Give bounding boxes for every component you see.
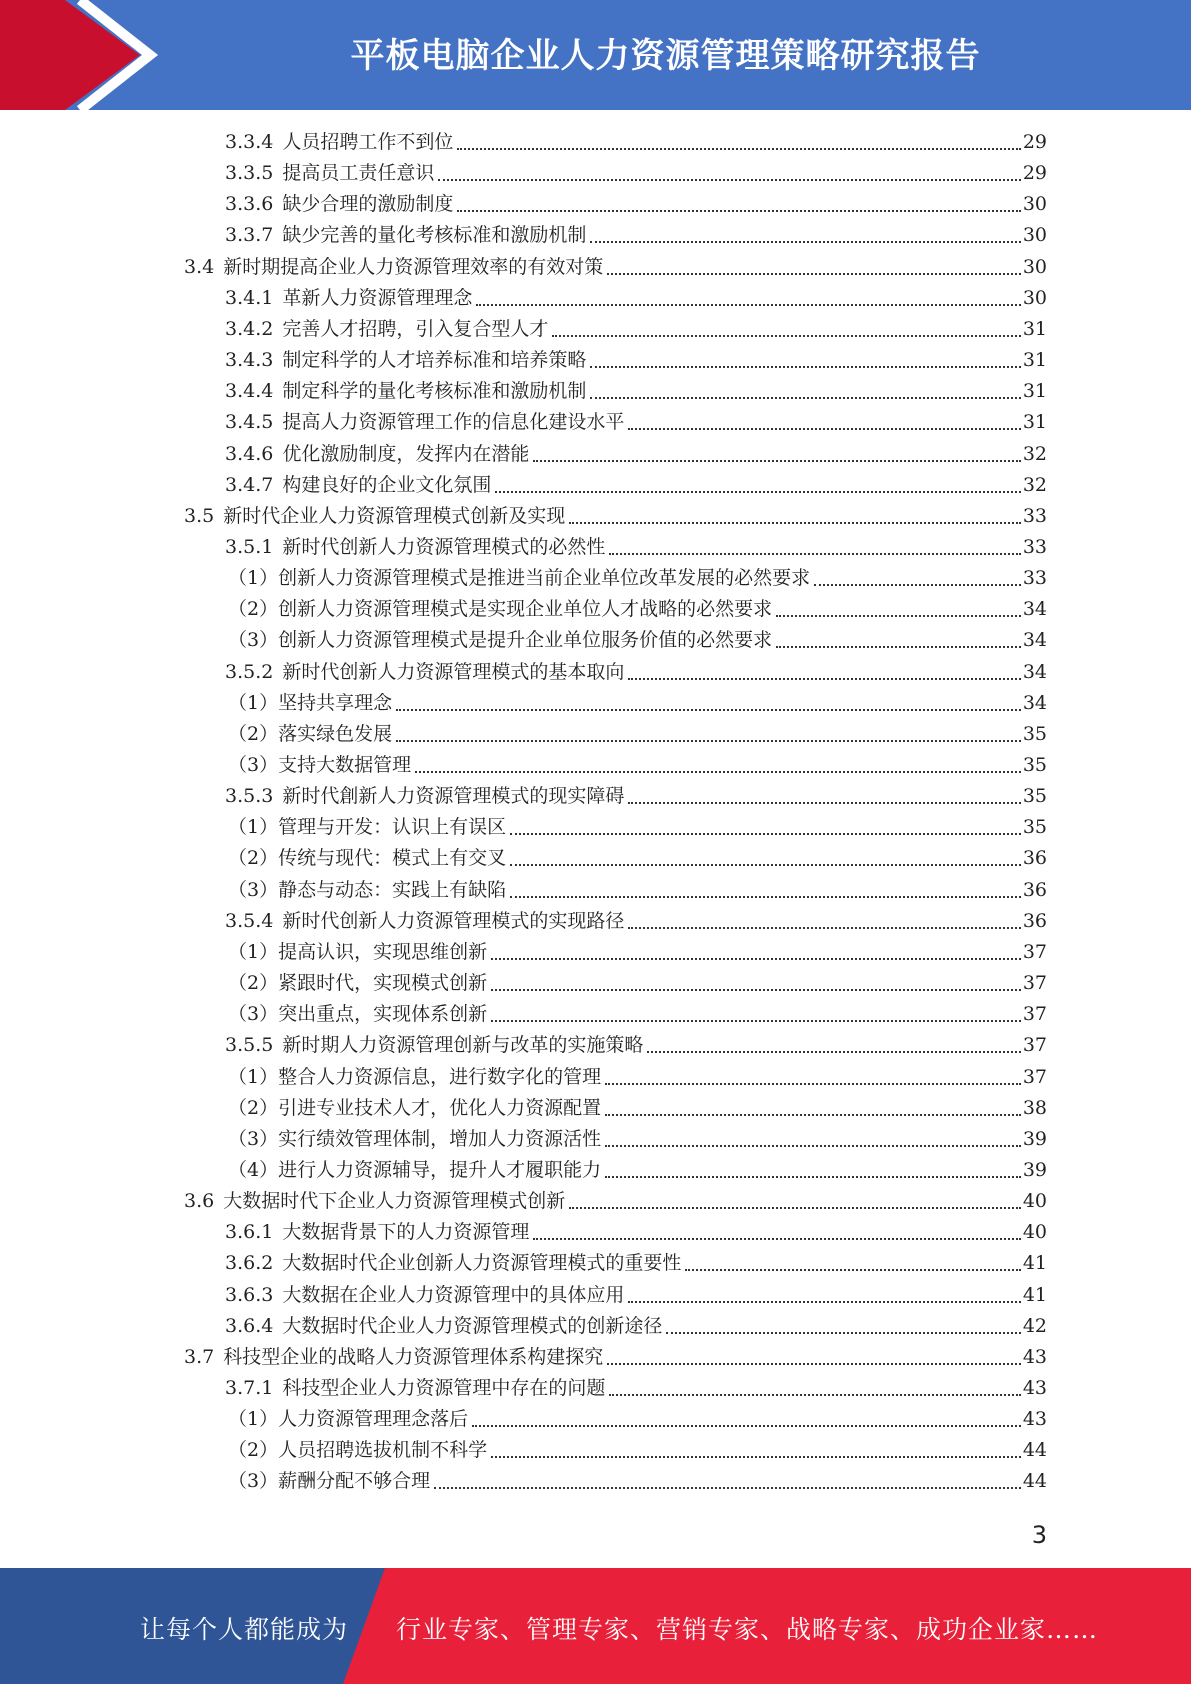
toc-entry-page: 37	[1022, 972, 1047, 994]
toc-dot-leader	[776, 646, 1021, 648]
toc-entry-title: 新时代创新人力资源管理模式的基本取向	[282, 661, 625, 683]
toc-entry[interactable]	[225, 1217, 1047, 1248]
toc-entry-title: （2）传统与现代：模式上有交叉	[228, 847, 507, 869]
toc-dot-leader	[415, 771, 1021, 773]
toc-entry-page: 31	[1022, 318, 1047, 340]
toc-dot-leader	[814, 584, 1021, 586]
toc-entry-title: 制定科学的量化考核标准和激励机制	[282, 380, 587, 402]
toc-dot-leader	[495, 491, 1020, 493]
toc-entry-number: 3.3.4	[225, 131, 274, 153]
toc-entry[interactable]	[225, 1373, 1047, 1404]
toc-dot-leader	[533, 1238, 1020, 1240]
toc-entry-title: 新时代創新人力资源管理模式的现实障碍	[282, 785, 625, 807]
footer-slogan-left: 让每个人都能成为	[140, 1615, 349, 1644]
toc-entry-number: 3.4.7	[225, 474, 274, 496]
toc-entry-number: 3.6.3	[225, 1284, 274, 1306]
toc-entry[interactable]	[225, 1248, 1047, 1279]
toc-entry-page: 32	[1022, 474, 1047, 496]
toc-entry-number: 3.4.2	[225, 318, 274, 340]
toc-entry[interactable]	[228, 968, 1047, 999]
toc-dot-leader	[510, 896, 1021, 898]
toc-entry-page: 37	[1022, 1003, 1047, 1025]
toc-entry-title: （3）实行绩效管理体制，增加人力资源活性	[228, 1128, 602, 1150]
toc-entry-page: 33	[1022, 505, 1047, 527]
toc-entry[interactable]	[225, 345, 1047, 376]
toc-entry-title: 优化激励制度，发挥内在潜能	[282, 443, 530, 465]
toc-dot-leader	[685, 1269, 1020, 1271]
toc-entry-title: 大数据时代企业人力资源管理模式的创新途径	[282, 1315, 663, 1337]
toc-entry-title: （2）引进专业技术人才，优化人力资源配置	[228, 1097, 602, 1119]
toc-entry-page: 35	[1022, 816, 1047, 838]
toc-entry-title: 缺少合理的激励制度	[282, 193, 454, 215]
toc-entry-title: （2）人员招聘选拔机制不科学	[228, 1439, 488, 1461]
toc-entry[interactable]	[184, 501, 1047, 532]
toc-entry-number: 3.6.1	[225, 1221, 274, 1243]
toc-entry-page: 44	[1022, 1470, 1047, 1492]
toc-entry-page: 30	[1022, 287, 1047, 309]
toc-entry[interactable]	[228, 688, 1047, 719]
toc-entry-number: 3.5.4	[225, 910, 274, 932]
toc-entry-page: 41	[1022, 1284, 1047, 1306]
toc-entry[interactable]	[228, 750, 1047, 781]
toc-entry[interactable]	[225, 532, 1047, 563]
toc-entry-page: 36	[1022, 879, 1047, 901]
toc-entry-number: 3.5	[184, 505, 215, 527]
toc-entry-title: 完善人才招聘，引入复合型人才	[282, 318, 549, 340]
toc-dot-leader	[666, 1332, 1020, 1334]
toc-entry[interactable]	[225, 470, 1047, 501]
toc-entry-title: （4）进行人力资源辅导，提升人才履职能力	[228, 1159, 602, 1181]
toc-dot-leader	[552, 335, 1020, 337]
toc-entry-page: 41	[1022, 1252, 1047, 1274]
toc-entry[interactable]	[228, 1155, 1047, 1186]
toc-entry-page: 30	[1022, 224, 1047, 246]
toc-dot-leader	[590, 241, 1020, 243]
document-title: 平板电脑企业人力资源管理策略研究报告	[350, 36, 981, 76]
toc-entry-title: 革新人力资源管理理念	[282, 287, 473, 309]
toc-dot-leader	[472, 1425, 1021, 1427]
toc-dot-leader	[434, 1487, 1021, 1489]
toc-entry-page: 39	[1022, 1128, 1047, 1150]
toc-entry-title: 提高人力资源管理工作的信息化建设水平	[282, 411, 625, 433]
toc-entry-number: 3.3.6	[225, 193, 274, 215]
toc-entry-number: 3.5.5	[225, 1034, 274, 1056]
toc-entry-page: 35	[1022, 785, 1047, 807]
toc-dot-leader	[607, 273, 1021, 275]
toc-entry-number: 3.4.3	[225, 349, 274, 371]
toc-entry-title: （1）人力资源管理理念落后	[228, 1408, 469, 1430]
toc-entry-page: 31	[1022, 349, 1047, 371]
toc-entry-title: 新时代企业人力资源管理模式创新及实现	[223, 505, 566, 527]
toc-entry-title: （1）管理与开发：认识上有误区	[228, 816, 507, 838]
toc-entry-title: （3）静态与动态：实践上有缺陷	[228, 879, 507, 901]
toc-entry-title: （2）创新人力资源管理模式是实现企业单位人才战略的必然要求	[228, 598, 773, 620]
toc-entry[interactable]	[225, 781, 1047, 812]
header-banner	[0, 0, 1191, 110]
toc-entry-number: 3.6	[184, 1190, 215, 1212]
toc-entry[interactable]	[228, 937, 1047, 968]
toc-dot-leader	[590, 366, 1020, 368]
toc-dot-leader	[628, 678, 1020, 680]
toc-entry[interactable]	[228, 875, 1047, 906]
toc-entry[interactable]	[228, 719, 1047, 750]
toc-entry-page: 39	[1022, 1159, 1047, 1181]
toc-dot-leader	[607, 1363, 1021, 1365]
toc-entry-number: 3.4.4	[225, 380, 274, 402]
toc-entry[interactable]	[228, 563, 1047, 594]
page-number: 3	[1031, 1521, 1047, 1549]
toc-entry-title: 制定科学的人才培养标准和培养策略	[282, 349, 587, 371]
toc-entry[interactable]	[225, 439, 1047, 470]
toc-dot-leader	[510, 864, 1021, 866]
toc-entry[interactable]	[228, 1466, 1047, 1497]
toc-dot-leader	[491, 958, 1021, 960]
toc-entry[interactable]	[228, 1435, 1047, 1466]
toc-entry-page: 36	[1022, 910, 1047, 932]
toc-entry[interactable]	[228, 1062, 1047, 1093]
toc-entry-title: （3）突出重点，实现体系创新	[228, 1003, 488, 1025]
toc-entry-title: 构建良好的企业文化氛围	[282, 474, 492, 496]
toc-entry-title: （3）支持大数据管理	[228, 754, 412, 776]
toc-entry[interactable]	[225, 314, 1047, 345]
toc-entry-page: 31	[1022, 411, 1047, 433]
toc-entry-page: 36	[1022, 847, 1047, 869]
toc-entry[interactable]	[228, 1124, 1047, 1155]
toc-entry-page: 37	[1022, 1034, 1047, 1056]
toc-entry-title: （2）落实绿色发展	[228, 723, 393, 745]
toc-entry[interactable]	[184, 1342, 1047, 1373]
toc-entry-title: 大数据时代下企业人力资源管理模式创新	[223, 1190, 566, 1212]
toc-entry[interactable]	[184, 252, 1047, 283]
toc-dot-leader	[628, 927, 1020, 929]
toc-entry[interactable]	[228, 1093, 1047, 1124]
toc-entry-title: 大数据时代企业创新人力资源管理模式的重要性	[282, 1252, 682, 1274]
toc-entry-page: 42	[1022, 1315, 1047, 1337]
toc-entry-number: 3.5.3	[225, 785, 274, 807]
toc-entry-page: 29	[1022, 162, 1047, 184]
toc-entry-page: 33	[1022, 536, 1047, 558]
toc-entry-number: 3.4.5	[225, 411, 274, 433]
toc-dot-leader	[476, 304, 1020, 306]
toc-entry[interactable]	[225, 407, 1047, 438]
toc-entry-page: 34	[1022, 598, 1047, 620]
toc-entry-title: 提高员工责任意识	[282, 162, 435, 184]
toc-entry-page: 32	[1022, 443, 1047, 465]
toc-dot-leader	[569, 1207, 1021, 1209]
toc-entry-title: 新时代创新人力资源管理模式的必然性	[282, 536, 606, 558]
toc-entry[interactable]	[225, 189, 1047, 220]
toc-entry-title: （1）创新人力资源管理模式是推进当前企业单位改革发展的必然要求	[228, 567, 811, 589]
toc-dot-leader	[609, 1394, 1020, 1396]
toc-dot-leader	[605, 1114, 1021, 1116]
toc-entry-page: 30	[1022, 193, 1047, 215]
toc-entry-number: 3.4.1	[225, 287, 274, 309]
footer-slogan-right: 行业专家、管理专家、营销专家、战略专家、成功企业家……	[396, 1615, 1099, 1644]
toc-dot-leader	[609, 553, 1020, 555]
toc-dot-leader	[438, 179, 1020, 181]
toc-entry-number: 3.3.5	[225, 162, 274, 184]
toc-dot-leader	[491, 1020, 1021, 1022]
toc-entry-title: 新时期人力资源管理创新与改革的实施策略	[282, 1034, 644, 1056]
toc-entry[interactable]	[228, 843, 1047, 874]
toc-entry[interactable]	[228, 812, 1047, 843]
toc-entry[interactable]	[225, 376, 1047, 407]
toc-entry-page: 34	[1022, 692, 1047, 714]
toc-entry-number: 3.7.1	[225, 1377, 274, 1399]
toc-entry-page: 34	[1022, 629, 1047, 651]
toc-entry-page: 33	[1022, 567, 1047, 589]
toc-entry[interactable]	[184, 1186, 1047, 1217]
toc-entry-number: 3.7	[184, 1346, 215, 1368]
toc-dot-leader	[776, 615, 1021, 617]
toc-entry[interactable]	[225, 1311, 1047, 1342]
toc-entry-page: 38	[1022, 1097, 1047, 1119]
toc-entry[interactable]	[225, 127, 1047, 158]
toc-entry-title: 缺少完善的量化考核标准和激励机制	[282, 224, 587, 246]
toc-entry-title: 人员招聘工作不到位	[282, 131, 454, 153]
toc-entry-number: 3.6.2	[225, 1252, 274, 1274]
toc-entry-number: 3.4	[184, 256, 215, 278]
toc-dot-leader	[590, 397, 1020, 399]
toc-entry-page: 43	[1022, 1346, 1047, 1368]
toc-entry-title: 科技型企业人力资源管理中存在的问题	[282, 1377, 606, 1399]
toc-entry[interactable]	[228, 625, 1047, 656]
footer-banner	[0, 1568, 1191, 1684]
toc-entry-title: （2）紧跟时代，实现模式创新	[228, 972, 488, 994]
toc-entry-page: 43	[1022, 1377, 1047, 1399]
toc-entry-title: 大数据在企业人力资源管理中的具体应用	[282, 1284, 625, 1306]
toc-dot-leader	[605, 1145, 1021, 1147]
toc-dot-leader	[569, 522, 1021, 524]
toc-entry[interactable]	[228, 999, 1047, 1030]
toc-entry[interactable]	[225, 906, 1047, 937]
toc-dot-leader	[647, 1051, 1020, 1053]
toc-dot-leader	[491, 989, 1021, 991]
toc-entry[interactable]	[225, 1280, 1047, 1311]
toc-entry-number: 3.6.4	[225, 1315, 274, 1337]
toc-entry-page: 40	[1022, 1221, 1047, 1243]
toc-entry[interactable]	[225, 657, 1047, 688]
toc-dot-leader	[605, 1083, 1021, 1085]
toc-entry-page: 34	[1022, 661, 1047, 683]
toc-entry-number: 3.5.2	[225, 661, 274, 683]
toc-entry[interactable]	[225, 1030, 1047, 1061]
toc-entry-title: （3）薪酬分配不够合理	[228, 1470, 431, 1492]
toc-entry-page: 35	[1022, 723, 1047, 745]
toc-entry-page: 37	[1022, 1066, 1047, 1088]
toc-entry-title: 新时代创新人力资源管理模式的实现路径	[282, 910, 625, 932]
toc-dot-leader	[396, 740, 1021, 742]
toc-dot-leader	[533, 460, 1020, 462]
toc-entry-title: 新时期提高企业人力资源管理效率的有效对策	[223, 256, 604, 278]
toc-dot-leader	[628, 428, 1020, 430]
toc-entry-page: 30	[1022, 256, 1047, 278]
toc-entry-number: 3.4.6	[225, 443, 274, 465]
toc-dot-leader	[396, 709, 1021, 711]
toc-entry-title: （1）整合人力资源信息，进行数字化的管理	[228, 1066, 602, 1088]
toc-dot-leader	[605, 1176, 1021, 1178]
toc-entry-title: （3）创新人力资源管理模式是提升企业单位服务价值的必然要求	[228, 629, 773, 651]
toc-dot-leader	[457, 210, 1020, 212]
toc-entry[interactable]	[228, 1404, 1047, 1435]
toc-dot-leader	[628, 802, 1020, 804]
toc-entry[interactable]	[225, 220, 1047, 251]
toc-entry[interactable]	[228, 594, 1047, 625]
toc-dot-leader	[510, 833, 1021, 835]
toc-dot-leader	[628, 1301, 1020, 1303]
toc-entry-title: （1）坚持共享理念	[228, 692, 393, 714]
toc-entry[interactable]	[225, 283, 1047, 314]
toc-entry-page: 29	[1022, 131, 1047, 153]
toc-entry-page: 31	[1022, 380, 1047, 402]
toc-entry-page: 44	[1022, 1439, 1047, 1461]
toc-entry-page: 43	[1022, 1408, 1047, 1430]
toc-entry-page: 37	[1022, 941, 1047, 963]
toc-entry-title: 大数据背景下的人力资源管理	[282, 1221, 530, 1243]
toc-entry-page: 35	[1022, 754, 1047, 776]
toc-dot-leader	[457, 148, 1020, 150]
toc-entry-title: 科技型企业的战略人力资源管理体系构建探究	[223, 1346, 604, 1368]
toc-dot-leader	[491, 1456, 1021, 1458]
toc-entry[interactable]	[225, 158, 1047, 189]
toc-entry-page: 40	[1022, 1190, 1047, 1212]
toc-entry-title: （1）提高认识，实现思维创新	[228, 941, 488, 963]
toc-entry-number: 3.3.7	[225, 224, 274, 246]
toc-entry-number: 3.5.1	[225, 536, 274, 558]
